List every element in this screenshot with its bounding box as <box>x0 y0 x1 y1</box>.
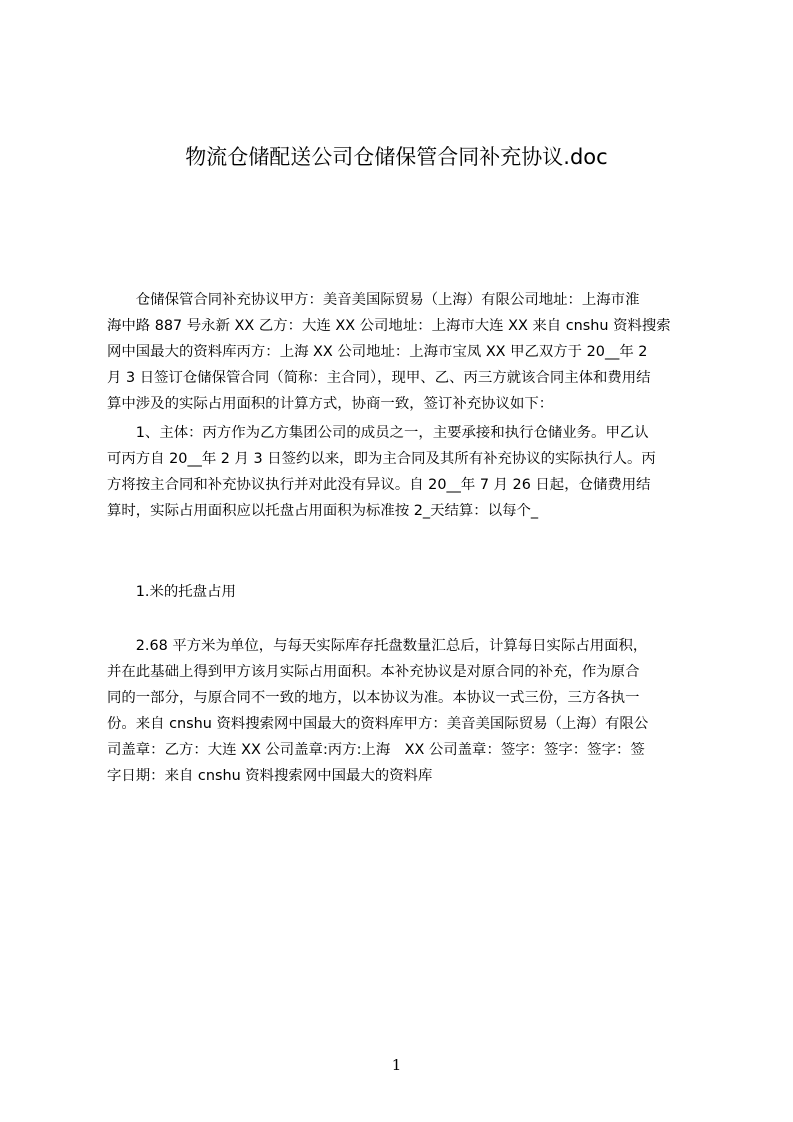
text-line: 并在此基础上得到甲方该月实际占用面积。本补充协议是对原合同的补充，作为原合 <box>107 664 640 680</box>
page-number: 1 <box>391 1056 402 1074</box>
text-line: 1、主体：丙方作为乙方集团公司的成员之一，主要承接和执行仓储业务。甲乙认 <box>107 425 649 441</box>
document-title: 物流仓储配送公司仓储保管合同补充协议.doc <box>185 145 608 169</box>
paragraph-area-terms <box>107 633 695 789</box>
text-line: 算时，实际占用面积应以托盘占用面积为标准按 2_天结算：以每个_ <box>107 503 539 519</box>
paragraph-parties <box>107 287 695 417</box>
text-line: 同的一部分，与原合同不一致的地方，以本协议为准。本协议一式三份，三方各执一 <box>107 690 640 706</box>
text-line: 2.68 平方米为单位，与每天实际库存托盘数量汇总后，计算每日实际占用面积， <box>107 638 648 654</box>
text-line: 网中国最大的资料库丙方：上海 XX 公司地址：上海市宝凤 XX 甲乙双方于 20__年 2 <box>107 344 648 360</box>
text-line: 份。来自 cnshu 资料搜索网中国最大的资料库甲方：美音美国际贸易（上海）有限公 <box>107 716 649 732</box>
text-line: 仓储保管合同补充协议甲方：美音美国际贸易（上海）有限公司地址：上海市淮 <box>107 292 640 308</box>
text-line: 字日期：来自 cnshu 资料搜索网中国最大的资料库 <box>107 768 433 784</box>
text-line: 月 3 日签订仓储保管合同（简称：主合同），现甲、乙、丙三方就该合同主体和费用结 <box>107 370 651 386</box>
text-line: 可丙方自 20__年 2 月 3 日签约以来，即为主合同及其所有补充协议的实际执行人。丙 <box>107 451 656 467</box>
document-body <box>107 287 695 807</box>
paragraph-pallet <box>107 579 695 605</box>
text-line: 司盖章：乙方：大连 XX 公司盖章:丙方:上海 XX 公司盖章：签字：签字：签字：签 <box>107 742 645 758</box>
text-line: 算中涉及的实际占用面积的计算方式，协商一致，签订补充协议如下： <box>107 396 554 412</box>
text-line: 1.米的托盘占用 <box>107 584 236 600</box>
text-line: 海中路 887 号永新 XX 乙方：大连 XX 公司地址：上海市大连 XX 来自 cnshu 资料搜索 <box>107 318 671 334</box>
text-line: 方将按主合同和补充协议执行并对此没有异议。自 20__年 7 月 26 日起，仓储费用结 <box>107 477 651 493</box>
paragraph-clause-1 <box>107 420 695 524</box>
